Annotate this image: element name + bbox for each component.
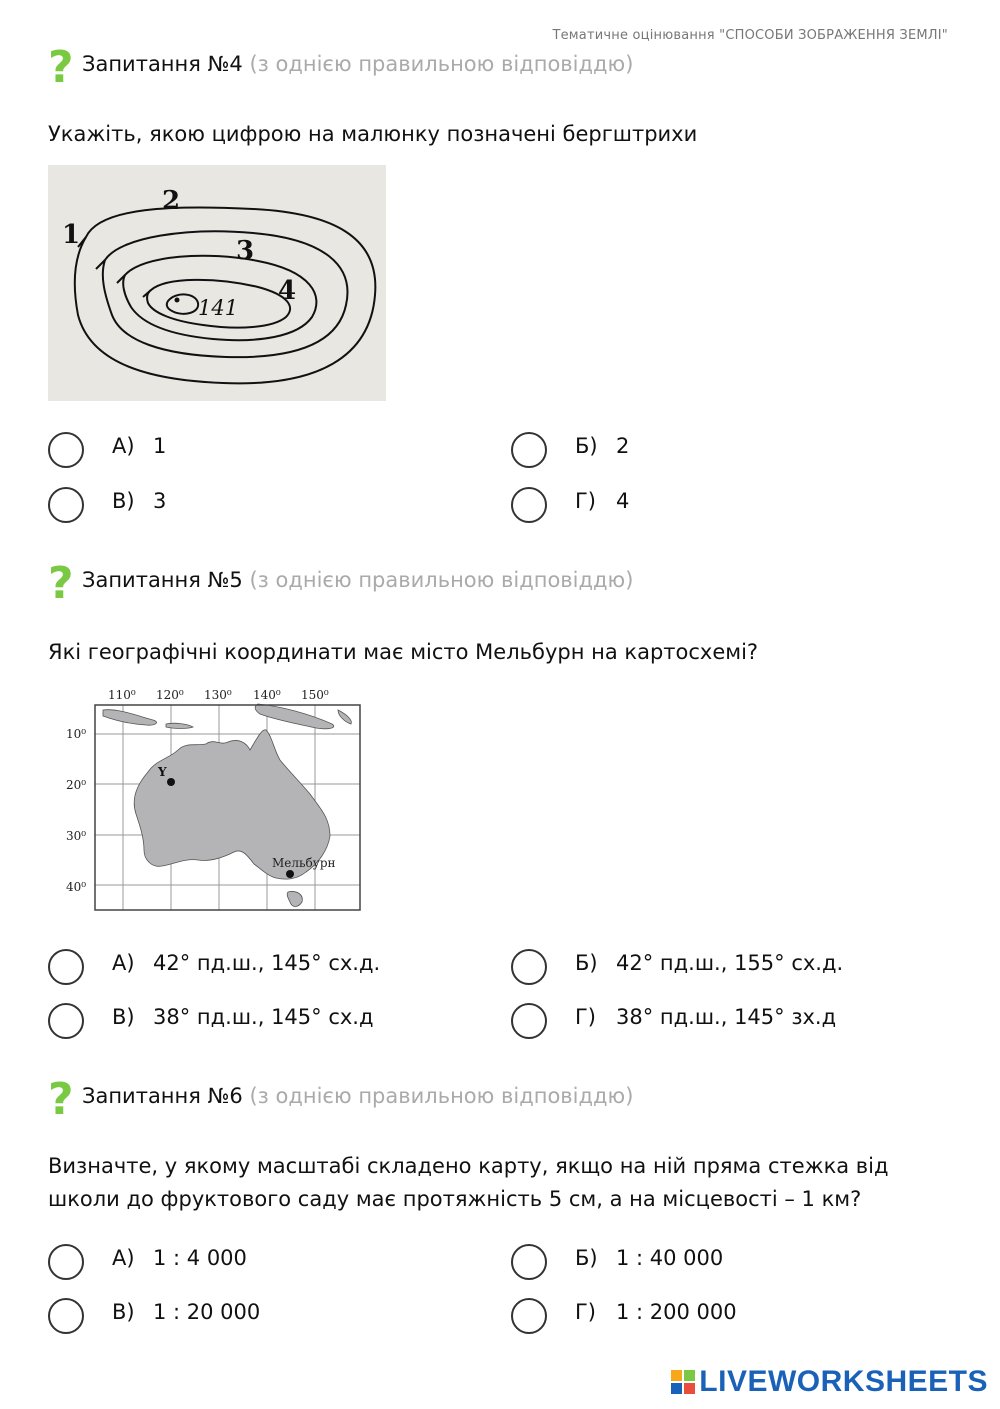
question-type: (з однією правильною відповіддю) xyxy=(249,1084,634,1108)
radio-button[interactable] xyxy=(511,432,547,468)
question-mark-icon: ? xyxy=(48,1074,74,1125)
option-letter: Б) xyxy=(575,951,598,975)
question-text-line: школи до фруктового саду має протяжність 5 см, а на місцевості – 1 км? xyxy=(48,1187,862,1211)
option-value: 2 xyxy=(616,434,630,458)
option-letter: В) xyxy=(112,1300,135,1324)
summit-point xyxy=(175,298,180,303)
longitude-label: 130⁰ xyxy=(204,688,232,702)
radio-button[interactable] xyxy=(511,1244,547,1280)
question-number: Запитання №6 xyxy=(82,1084,243,1108)
option-value: 1 : 4 000 xyxy=(153,1246,247,1270)
question-number: Запитання №4 xyxy=(82,52,243,76)
radio-button[interactable] xyxy=(48,1298,84,1334)
latitude-label: 20⁰ xyxy=(66,778,87,792)
radio-button[interactable] xyxy=(511,1298,547,1334)
radio-button[interactable] xyxy=(48,949,84,985)
liveworksheets-brand xyxy=(671,1365,988,1399)
question-text-line: Визначте, у якому масштабі складено карту, якщо на ній пряма стежка від xyxy=(48,1154,889,1178)
melbourne-label: Мельбурн xyxy=(272,856,336,870)
option-letter: Г) xyxy=(575,1005,596,1029)
option-value: 3 xyxy=(153,489,167,513)
option-value: 42° пд.ш., 145° сх.д. xyxy=(153,951,381,975)
option-value: 1 : 20 000 xyxy=(153,1300,261,1324)
radio-button[interactable] xyxy=(511,949,547,985)
radio-button[interactable] xyxy=(511,487,547,523)
worksheet-title: Тематичне оцінювання "СПОСОБИ ЗОБРАЖЕННЯ ЗЕМЛІ" xyxy=(552,28,948,43)
question-type: (з однією правильною відповіддю) xyxy=(249,52,634,76)
question-4-title xyxy=(82,52,633,76)
option-letter: В) xyxy=(112,489,135,513)
radio-button[interactable] xyxy=(48,487,84,523)
radio-button[interactable] xyxy=(48,432,84,468)
option-value: 1 : 200 000 xyxy=(616,1300,737,1324)
radio-button[interactable] xyxy=(511,1003,547,1039)
longitude-label: 120⁰ xyxy=(156,688,184,702)
longitude-label: 150⁰ xyxy=(301,688,329,702)
option-value: 38° пд.ш., 145° сх.д xyxy=(153,1005,374,1029)
option-value: 4 xyxy=(616,489,630,513)
contour-label-2: 2 xyxy=(162,186,181,216)
elevation-label: 141 xyxy=(198,296,239,320)
question-5-title xyxy=(82,568,633,592)
contour-label-3: 3 xyxy=(236,236,255,266)
question-mark-icon: ? xyxy=(48,558,74,609)
radio-button[interactable] xyxy=(48,1003,84,1039)
point-y-marker xyxy=(167,778,175,786)
option-letter: А) xyxy=(112,1246,135,1270)
latitude-label: 40⁰ xyxy=(66,880,87,894)
option-letter: А) xyxy=(112,434,135,458)
latitude-label: 30⁰ xyxy=(66,829,87,843)
question-number: Запитання №5 xyxy=(82,568,243,592)
brand-name: LIVEWORKSHEETS xyxy=(699,1365,988,1398)
question-mark-icon: ? xyxy=(48,42,74,93)
radio-button[interactable] xyxy=(48,1244,84,1280)
option-letter: Б) xyxy=(575,434,598,458)
question-5-text: Які географічні координати має місто Мельбурн на картосхемі? xyxy=(48,640,759,664)
question-6-title xyxy=(82,1084,633,1108)
contour-label-4: 4 xyxy=(278,276,297,306)
option-value: 38° пд.ш., 145° зх.д xyxy=(616,1005,837,1029)
contour-label-1: 1 xyxy=(62,220,81,250)
longitude-label: 140⁰ xyxy=(253,688,281,702)
point-y-label: Y xyxy=(158,765,167,779)
brand-logo-icon xyxy=(671,1370,695,1394)
option-value: 1 : 40 000 xyxy=(616,1246,724,1270)
figure-background xyxy=(48,165,386,401)
question-type: (з однією правильною відповіддю) xyxy=(249,568,634,592)
option-letter: Б) xyxy=(575,1246,598,1270)
latitude-label: 10⁰ xyxy=(66,727,87,741)
australia-map-figure xyxy=(48,680,368,916)
longitude-label: 110⁰ xyxy=(108,688,136,702)
option-letter: В) xyxy=(112,1005,135,1029)
question-4-text: Укажіть, якою цифрою на малюнку позначені бергштрихи xyxy=(48,122,698,146)
contour-map-figure xyxy=(48,165,386,401)
question-6-text xyxy=(48,1150,908,1216)
melbourne-marker xyxy=(286,870,294,878)
option-value: 1 xyxy=(153,434,167,458)
option-letter: Г) xyxy=(575,1300,596,1324)
option-letter: Г) xyxy=(575,489,596,513)
option-letter: А) xyxy=(112,951,135,975)
option-value: 42° пд.ш., 155° сх.д. xyxy=(616,951,844,975)
